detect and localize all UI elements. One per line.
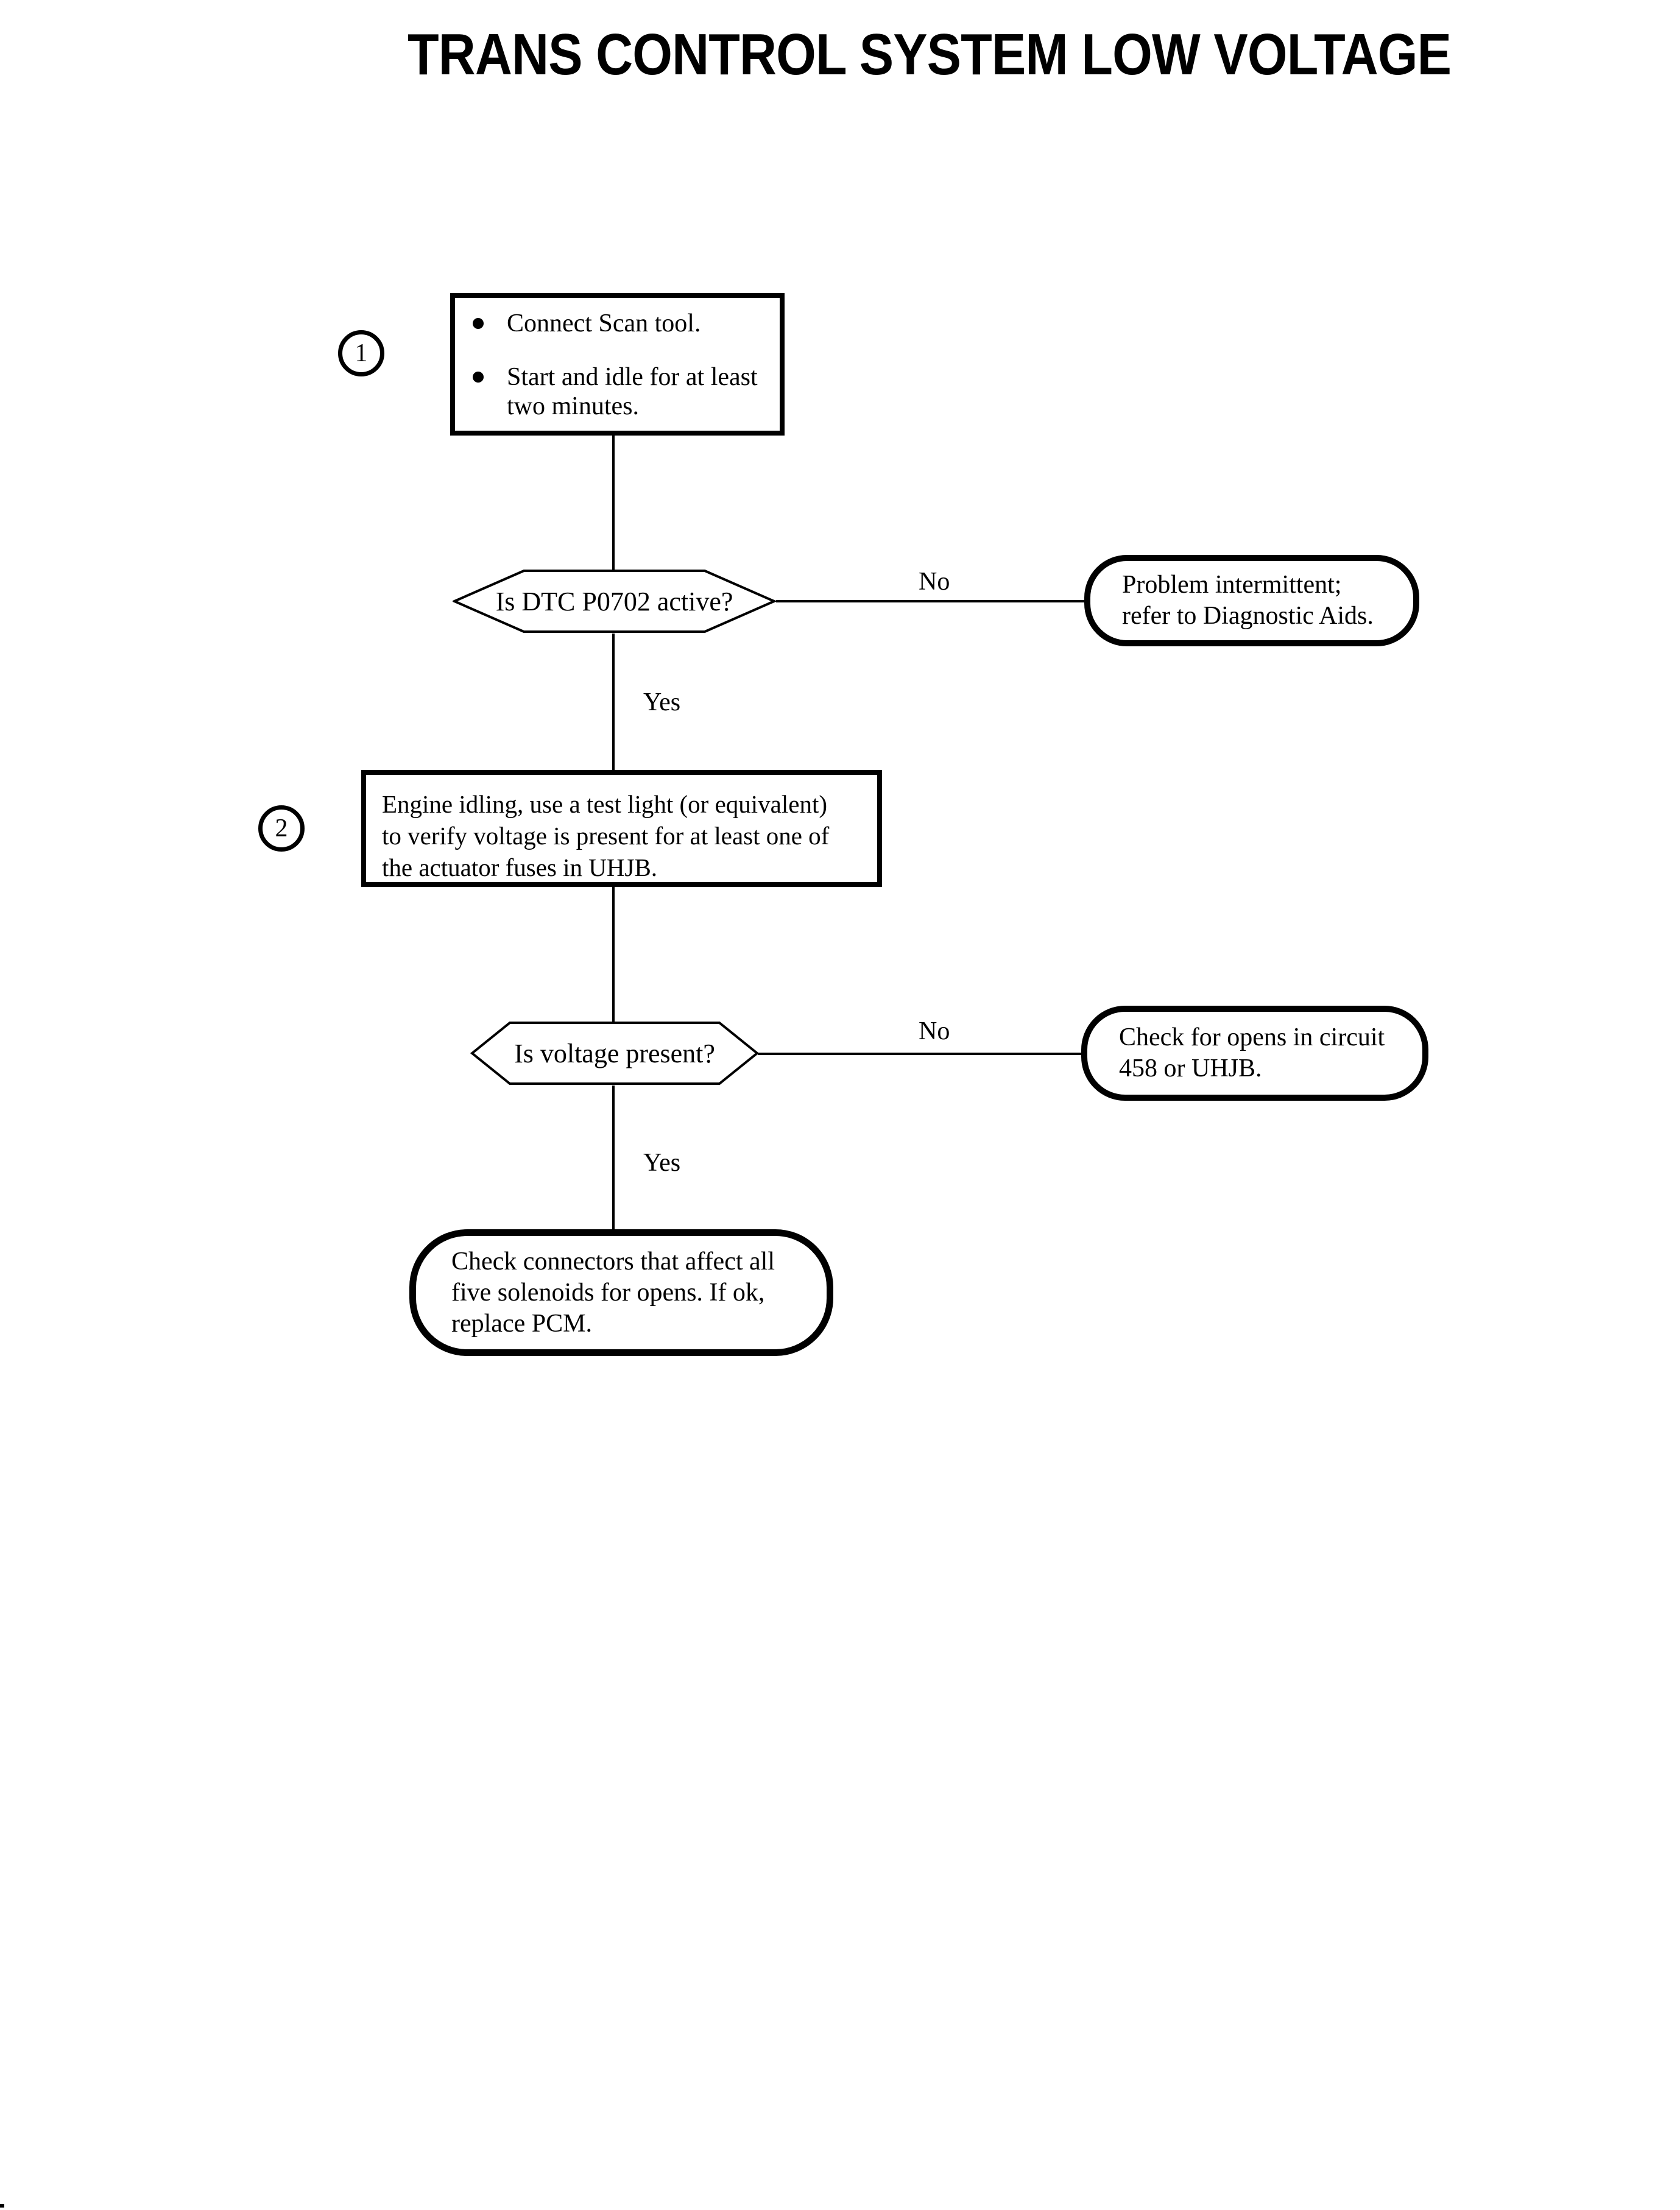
connector-voltage-no: [758, 1053, 1082, 1055]
bullet-item: [455, 309, 701, 338]
page-title: TRANS CONTROL SYSTEM LOW VOLTAGE: [408, 22, 1452, 87]
step-1-marker: [338, 330, 384, 376]
bullet-icon: [473, 372, 484, 383]
action-line: Engine idling, use a test light (or equivalent): [382, 790, 827, 818]
step-2-number: 2: [275, 814, 288, 842]
terminal-line: 458 or UHJB.: [1119, 1054, 1262, 1082]
edge-label-yes: Yes: [643, 1149, 681, 1177]
verify-voltage-action-box: [361, 770, 882, 887]
terminal-problem-intermittent: [1084, 555, 1419, 646]
connector-dtc-yes: [612, 634, 615, 771]
terminal-line: refer to Diagnostic Aids.: [1122, 602, 1374, 630]
connector-voltage-yes: [612, 1086, 615, 1229]
step-2-marker: [258, 805, 305, 852]
decision-dtc-question: Is DTC P0702 active?: [495, 586, 733, 616]
edge-label-yes: Yes: [643, 688, 681, 716]
terminal-check-opens: [1081, 1006, 1428, 1101]
terminal-line: replace PCM.: [451, 1309, 592, 1338]
connector-start-to-dtc: [612, 436, 615, 570]
bullet-line: Start and idle for at least: [507, 363, 758, 391]
terminal-line: Check connectors that affect all: [451, 1247, 775, 1276]
action-line: to verify voltage is present for at least one of: [382, 822, 830, 850]
terminal-line: Check for opens in circuit: [1119, 1023, 1385, 1051]
action-line: the actuator fuses in UHJB.: [382, 853, 658, 881]
connector-action-to-voltage: [612, 887, 615, 1022]
bullet-line: two minutes.: [507, 392, 639, 420]
terminal-check-connectors: [409, 1229, 833, 1356]
bullet-line: Connect Scan tool.: [507, 309, 701, 337]
start-action-box: [450, 293, 785, 436]
decision-dtc-active: [453, 569, 776, 634]
terminal-line: Problem intermittent;: [1122, 571, 1342, 599]
connector-dtc-no: [776, 600, 1085, 602]
bullet-icon: [473, 318, 484, 329]
decision-voltage-question: Is voltage present?: [514, 1038, 715, 1068]
edge-label-no: No: [919, 1017, 950, 1045]
terminal-line: five solenoids for opens. If ok,: [451, 1278, 765, 1307]
edge-label-no: No: [919, 568, 950, 596]
scan-artifact: [0, 2204, 4, 2208]
decision-voltage-present: [470, 1021, 759, 1086]
bullet-item: [455, 362, 758, 421]
step-1-number: 1: [355, 339, 368, 367]
